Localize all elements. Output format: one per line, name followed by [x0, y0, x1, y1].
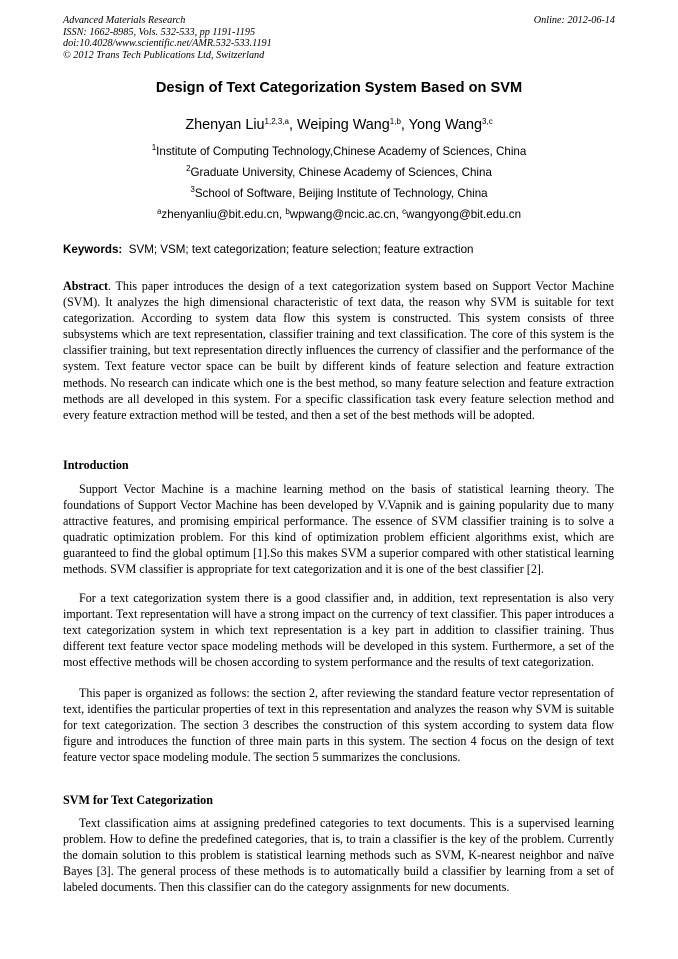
paper-title: Design of Text Categorization System Based on SVM: [155, 80, 523, 96]
abstract-text: . This paper introduces the design of a text categorization system based on Support Vector Machine (SVM). It analyzes the high dimensional characteristic of text data, the reason why SVM is suitable for text categorization. According to system data flow this system is constructed. This system consists of three subsystems which are text representation, classifier training and text classification. The core of this system is the classifier training, but text representation directly influences the currency of classifier and the performance of the system. Text feature vector space can be built by different kinds of feature selection and feature extraction methods. No research can indicate which one is the best method, so many feature selection and feature extraction methods are all developed in this system. For a specific classification task every feature selection method and every feature extraction method will be tested, and then a set of the best methods will be adopted.: [63, 279, 614, 422]
keywords-text: SVM; VSM; text categorization; feature selection; feature extraction: [128, 243, 474, 256]
author-affiliation-marker: 3,c: [482, 117, 493, 126]
journal-header: [63, 15, 272, 61]
copyright-line: © 2012 Trans Tech Publications Ltd, Switzerland: [63, 49, 265, 61]
email-addresses: $^a$zhenyanliu@bit.edu.cn, $^b$wpwang@ncic.ac.cn, $^c$wangyong@bit.edu.cn: [156, 207, 522, 221]
keywords-label: Keywords:: [63, 243, 123, 256]
doi-line: doi:10.4028/www.scientific.net/AMR.532-533.1191: [63, 38, 272, 49]
author-name: Yong Wang: [408, 117, 483, 133]
affiliation-2: $^2$Graduate University, Chinese Academy of Sciences, China: [186, 164, 492, 179]
author-list: [0, 117, 678, 133]
author-separator: ,: [289, 117, 297, 133]
author-separator: ,: [400, 117, 409, 133]
intro-paragraph-2: For a text categorization system there is a good classifier and, in addition, text representation is also very important. Text representation will have a strong impact on the currency of text classifier. This paper introduces a text categorization system in which text representation is a key part in addition to classifier training. Thus different text feature vector space modeling methods will be developed in this system. Furthermore, a set of the most effective methods will be chosen according to system performance and the results of text categorization.: [63, 591, 614, 670]
keywords-line: [63, 243, 623, 256]
journal-name: Advanced Materials Research: [63, 15, 186, 26]
author-name: Zhenyan Liu: [185, 117, 265, 133]
affiliation-1: $^1$Institute of Computing Technology,Chinese Academy of Sciences, China: [151, 143, 527, 158]
svm-paragraph-1: Text classification aims at assigning predefined categories to text documents. This is a supervised learning problem. How to define the predefined categories, that is, to train a classifier is the key of the problem. Currently the domain solution to this problem is statistical learning methods such as SVM, K-nearest neighbor and naïve Bayes [3]. The general process of these methods is to automatically build a classifier by learning from a set of labeled documents. Then this classifier can do the category assignments for new documents.: [63, 816, 614, 895]
author-affiliation-marker: 1,b: [389, 117, 401, 126]
online-date: Online: 2012-06-14: [533, 15, 615, 26]
section-heading-svm: SVM for Text Categorization: [63, 793, 213, 807]
author-name: Weiping Wang: [297, 117, 390, 133]
email-link[interactable]: zhenyanliu@bit.edu.cn,: [161, 208, 286, 221]
email-link[interactable]: wpwang@ncic.ac.cn,: [289, 208, 403, 221]
intro-paragraph-3: This paper is organized as follows: the section 2, after reviewing the standard feature vector representation of text, identifies the particular properties of text in this representation and analyzes the reason why SVM is suitable for text categorization. The section 3 describes the construction of this system according to system data flow figure and introduces the function of three main parts in this system. The section 4 focus on the design of text feature vector space modeling module. The section 5 summarizes the conclusions.: [63, 686, 614, 765]
abstract-paragraph: [63, 278, 614, 423]
abstract-label: Abstract: [63, 279, 109, 293]
affiliation-3: $^3$School of Software, Beijing Institute of Technology, China: [190, 185, 488, 200]
issn-line: ISSN: 1662-8985, Vols. 532-533, pp 1191-1195: [63, 26, 256, 38]
section-heading-introduction: Introduction: [63, 458, 129, 472]
author-affiliation-marker: 1,2,3,a: [264, 117, 289, 126]
intro-paragraph-1: Support Vector Machine is a machine learning method on the basis of statistical learning theory. The foundations of Support Vector Machine has been developed by V.Vapnik and is gaining popularity due to many attractive features, and promising empirical performance. The essence of SVM classifier training is to solve a quadratic optimization problem. For this kind of optimization problem efficient algorithms exist, which are guaranteed to find the global optimum [1].So this makes SVM a superior compared with other statistical learning methods. SVM classifier is appropriate for text categorization and it is one of the best classifier [2].: [63, 482, 614, 577]
email-link[interactable]: wangyong@bit.edu.cn: [406, 208, 522, 221]
